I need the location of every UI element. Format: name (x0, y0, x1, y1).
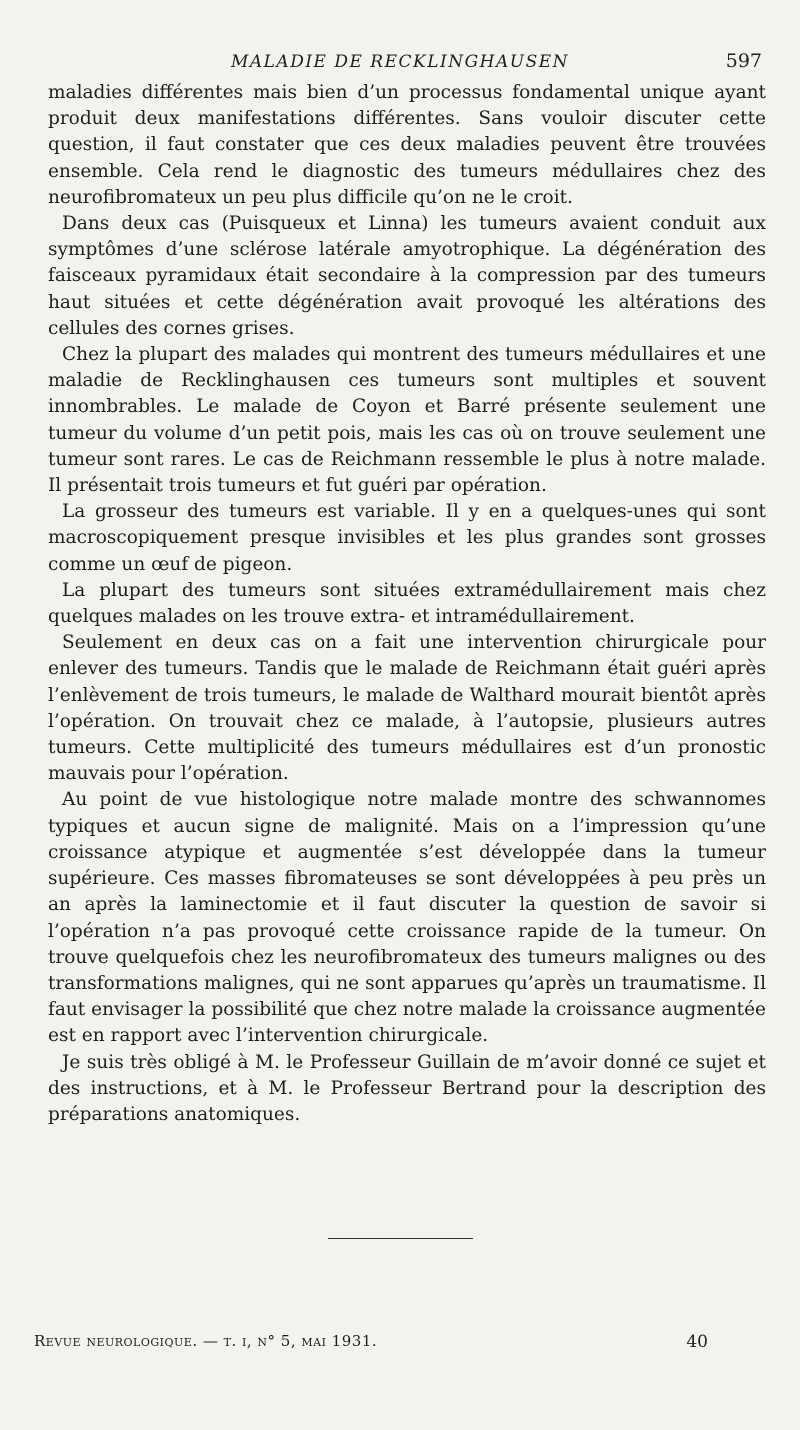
footer (34, 1328, 764, 1352)
running-head (0, 48, 800, 76)
paragraph: Je suis très obligé à M. le Professeur Guillain de m’avoir donné ce sujet et des instructions, et à M. le Professeur Bertrand pour la description des préparations anatomiques. (48, 1051, 766, 1125)
paragraph: Chez la plupart des malades qui montrent des tumeurs médullaires et une maladie de Recklinghausen ces tumeurs sont multiples et souvent innombrables. Le malade de Coyon et Barré présente seulement une tumeur du volume d’un petit pois, mais les cas où on trouve seulement une tumeur sont rares. Le cas de Reichmann ressemble le plus à notre malade. Il présentait trois tumeurs et fut guéri par opération. (48, 344, 766, 497)
journal-reference: Revue neurologique. — t. i, n° 5, mai 1931. (34, 1332, 378, 1350)
paragraph: Seulement en deux cas on a fait une intervention chirurgicale pour enlever des tumeurs. Tandis que le malade de Reichmann était guéri après l’enlèvement de trois tumeurs, le malade de Walthard mourait bientôt après l’opération. On trouvait chez ce malade, à l’autopsie, plusieurs autres tumeurs. Cette multiplicité des tumeurs médullaires est d’un pronostic mauvais pour l’opération. (48, 632, 766, 785)
body-text (48, 80, 766, 1128)
paragraph: Au point de vue histologique notre malade montre des schwannomes typiques et aucun signe de malignité. Mais on a l’impression qu’une croissance atypique et augmentée s’est développée dans la tumeur supérieure. Ces masses fibromateuses se sont développées à peu près un an après la laminectomie et il faut discuter la question de savoir si l’opération n’a pas provoqué cette croissance rapide de la tumeur. On trouve quelquefois chez les neurofibromateux des tumeurs malignes ou des transformations malignes, qui ne sont apparues qu’après un traumatisme. Il faut envisager la possibilité que chez notre malade la croissance augmentée est en rapport avec l’intervention chirurgicale. (48, 789, 766, 1047)
paragraph: Dans deux cas (Puisqueux et Linna) les tumeurs avaient conduit aux symptômes d’une sclérose latérale amyotrophique. La dégénération des faisceaux pyramidaux était secondaire à la compression par des tumeurs haut situées et cette dégénération avait provoqué les altérations des cellules des cornes grises. (48, 213, 766, 339)
paragraph: La plupart des tumeurs sont situées extramédullairement mais chez quelques malades on les trouve extra- et intramédullairement. (48, 579, 766, 628)
signature-mark: 40 (686, 1332, 708, 1352)
running-title: MALADIE DE RECKLINGHAUSEN (230, 52, 570, 72)
paragraph: maladies différentes mais bien d’un processus fondamental unique ayant produit deux manifestations différentes. Sans vouloir discuter cette question, il faut constater que ces deux maladies peuvent être trouvées ensemble. Cela rend le diagnostic des tumeurs médullaires chez des neurofibromateux un peu plus difficile qu’on ne le croit. (48, 82, 766, 208)
paragraph: La grosseur des tumeurs est variable. Il y en a quelques-unes qui sont macroscopiquement presque invisibles et les plus grandes sont grosses comme un œuf de pigeon. (48, 501, 766, 575)
end-rule (328, 1238, 473, 1239)
page-number: 597 (725, 50, 762, 72)
